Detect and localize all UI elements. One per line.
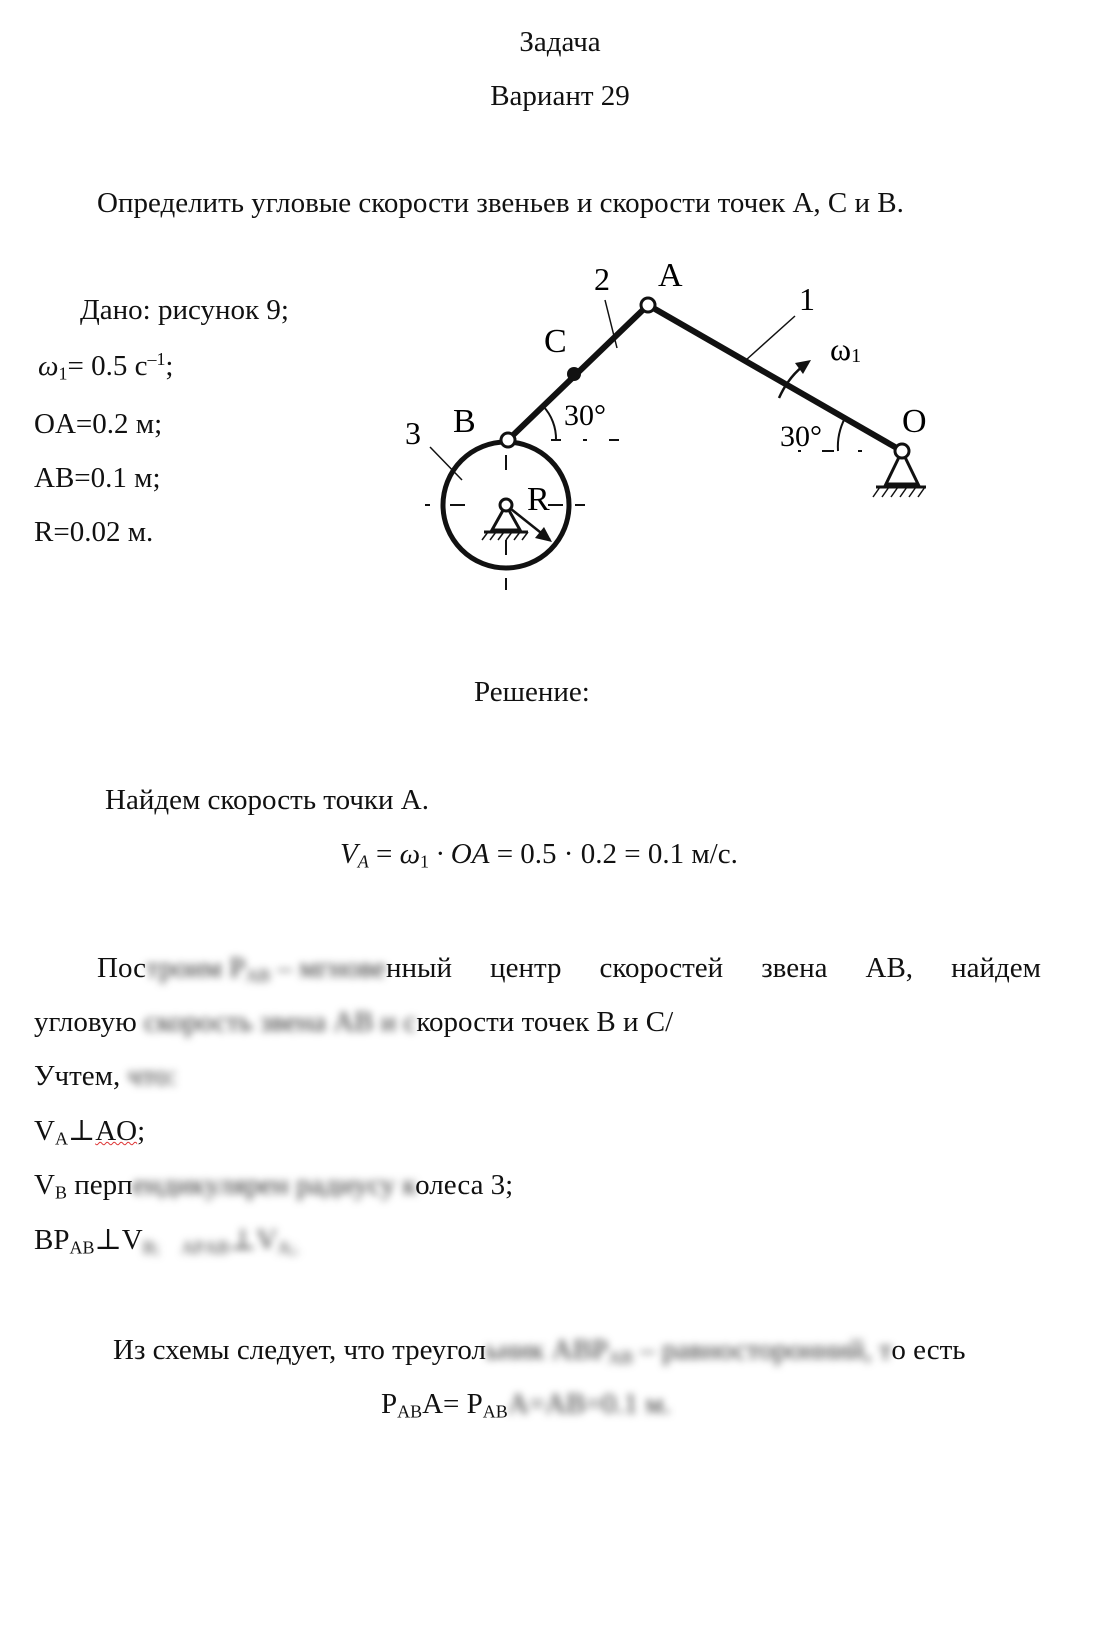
formula-va bbox=[340, 840, 738, 870]
step1-text: Найдем скорость точки A. bbox=[105, 784, 429, 816]
given-oa: OA=0.2 м; bbox=[34, 408, 163, 440]
blurred-text: что: bbox=[127, 1060, 177, 1092]
va-perp-line: $V_A\perp AO$; bbox=[34, 1115, 146, 1149]
blurred-text: ендикулярен радиусу к bbox=[132, 1169, 416, 1201]
equation-line: $P_{AB}A= P_{AB}A=AB=0.1$ м. bbox=[381, 1388, 671, 1422]
label-r: R bbox=[527, 481, 550, 518]
angle-arc-o bbox=[838, 418, 845, 451]
blurred-text: скорость звена AB и с bbox=[136, 1006, 417, 1038]
blurred-text: $_{B; APAB}\perp V_{A;.}$ bbox=[142, 1224, 300, 1258]
p1-word-find: найдем bbox=[951, 952, 1041, 984]
label-o: O bbox=[902, 403, 927, 440]
p1-word-link: звена bbox=[761, 952, 828, 984]
mechanism-diagram bbox=[0, 0, 1120, 640]
given-ab: AB=0.1 м; bbox=[34, 462, 161, 494]
solution-heading: Решение: bbox=[474, 676, 590, 708]
angle-label-b: 30° bbox=[564, 399, 606, 432]
joint-b bbox=[501, 433, 515, 447]
omega-end: ; bbox=[165, 349, 174, 382]
blurred-text: A=AB=0.1 м. bbox=[507, 1388, 671, 1420]
formula-omega: ω bbox=[399, 838, 421, 870]
task-statement: Определить угловые скорости звеньев и скорости точек A, C и B. bbox=[97, 187, 904, 219]
formula-oa: · OA bbox=[429, 838, 490, 870]
given-r: R=0.02 м. bbox=[34, 516, 154, 548]
point-c bbox=[567, 367, 581, 381]
support-o bbox=[873, 444, 926, 497]
p1-word-center: центр bbox=[490, 952, 562, 984]
vb-perp-line: $V_B$ перпендикулярен радиусу колеса 3; bbox=[34, 1169, 514, 1203]
label-2: 2 bbox=[594, 261, 610, 297]
formula-v: V bbox=[340, 838, 358, 870]
formula-omega-sub: 1 bbox=[420, 851, 430, 872]
formula-eq1: = bbox=[368, 838, 400, 870]
label-omega-symbol: ω bbox=[830, 331, 852, 367]
header-title: Задача bbox=[519, 26, 601, 58]
omega-sub: 1 bbox=[58, 363, 68, 384]
omega-value: = 0.5 с bbox=[67, 349, 148, 382]
label-3: 3 bbox=[405, 415, 421, 451]
p1-word-velocities: скоростей bbox=[599, 952, 724, 984]
label-c: C bbox=[544, 323, 567, 360]
wheel-support bbox=[482, 499, 528, 540]
omega-sup: –1 bbox=[147, 349, 166, 369]
label-1: 1 bbox=[799, 281, 815, 317]
scheme-line: Из схемы следует, что треугольник $ABP_{AB}$ – равносторонний, то есть bbox=[113, 1334, 966, 1368]
formula-v-sub: A bbox=[357, 851, 369, 872]
blurred-text: троим $P_{AB}$ – мгнове bbox=[146, 952, 386, 986]
label-a: A bbox=[658, 257, 683, 294]
omega-symbol: ω bbox=[38, 349, 59, 382]
paragraph-1-line-2: угловую скорость звена AB и скорости точек B и C/ bbox=[34, 1006, 674, 1038]
leader-1 bbox=[746, 316, 795, 360]
p1-word-ab: AB, bbox=[865, 952, 914, 984]
label-omega-sub: 1 bbox=[851, 345, 862, 367]
link-1 bbox=[648, 305, 902, 451]
label-omega bbox=[830, 331, 861, 367]
label-b: B bbox=[453, 403, 476, 440]
variant-label: Вариант 29 bbox=[490, 80, 630, 112]
angle-arc-b bbox=[543, 406, 556, 440]
consider-line: Учтем, что: bbox=[34, 1060, 177, 1092]
blurred-text: ьник $ABP_{AB}$ – равносторонний, т bbox=[486, 1334, 892, 1368]
spellcheck-underline: AO bbox=[95, 1115, 138, 1147]
p1-word-1: Построим $P_{AB}$ – мгновенный bbox=[97, 952, 453, 986]
formula-rest: = 0.5 · 0.2 = 0.1 м/с. bbox=[489, 838, 738, 870]
paragraph-1-line-1 bbox=[97, 954, 1041, 984]
bp-perp-line: $BP_{AB}\perp V_{B; APAB}\perp V_{A;.}$ bbox=[34, 1224, 300, 1258]
given-figure: Дано: рисунок 9; bbox=[80, 294, 289, 326]
joint-a bbox=[641, 298, 655, 312]
angle-label-o: 30° bbox=[780, 420, 822, 453]
